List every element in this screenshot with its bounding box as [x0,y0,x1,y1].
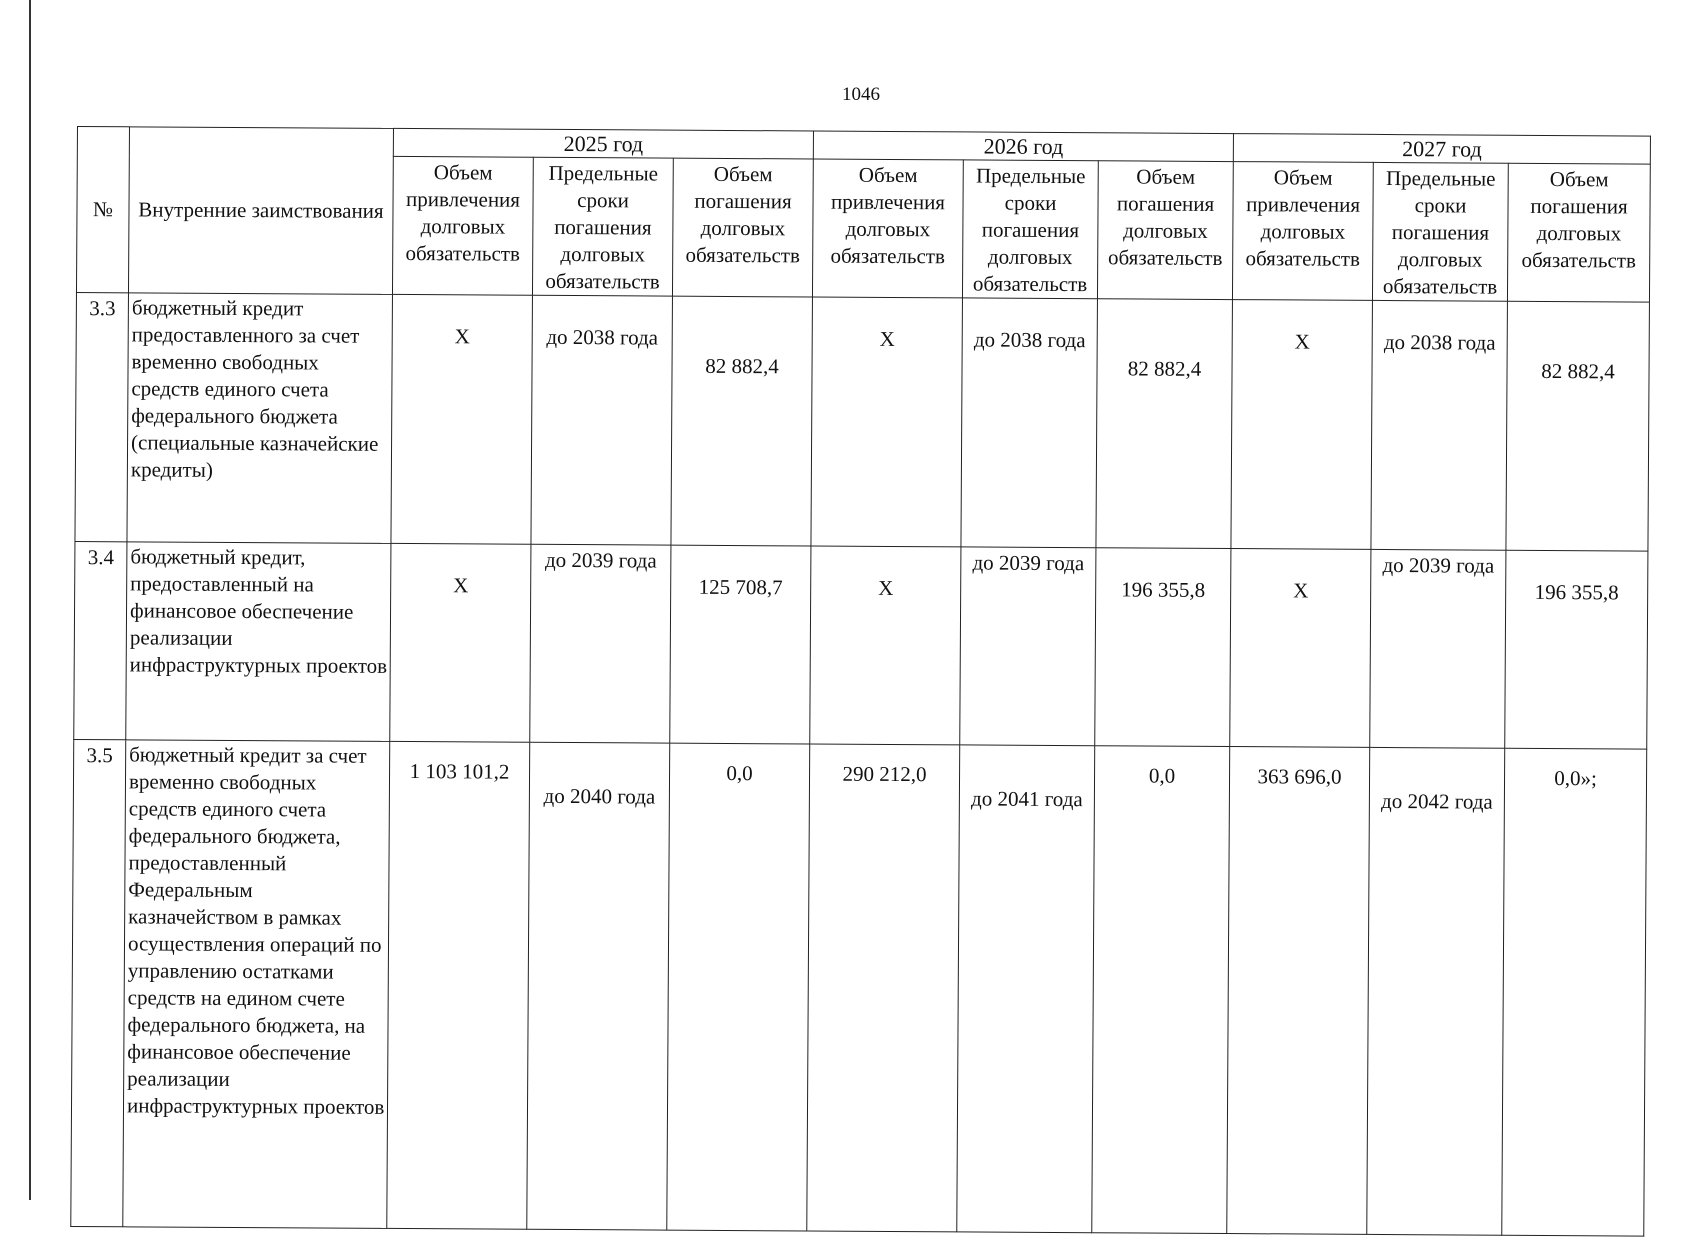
cell-2027-volume-raised: 363 696,0 [1227,747,1370,1235]
cell-2027-volume-repaid: 196 355,8 [1505,550,1648,749]
header-number: № [76,127,129,293]
header-2026-volume-repaid: Объем погашения долговых обязательств [1097,161,1233,300]
cell-2026-volume-raised: X [811,297,963,547]
cell-2026-repayment-terms: до 2039 года [960,547,1096,746]
header-2025-repayment-terms: Предельные сроки погашения долговых обязательств [532,157,673,296]
cell-2026-volume-repaid: 82 882,4 [1096,299,1233,549]
row-name: бюджетный кредит предоставленного за счет временно свободных средств единого счета федерального бюджета (специальные казначейские кредиты) [127,293,393,544]
cell-2025-volume-repaid: 125 708,7 [670,545,811,744]
header-2027-volume-repaid: Объем погашения долговых обязательств [1507,163,1650,302]
borrowings-table [70,126,1651,1237]
cell-2026-volume-raised: X [810,546,961,745]
header-2025-volume-raised: Объем привлечения долговых обязательств [392,156,533,295]
cell-2027-volume-raised: X [1231,300,1373,550]
cell-2026-volume-repaid: 0,0 [1092,746,1230,1234]
header-2025-volume-repaid: Объем погашения долговых обязательств [672,158,813,297]
table-row [71,739,1647,1236]
cell-2025-repayment-terms: до 2038 года [531,295,673,545]
header-2027-repayment-terms: Предельные сроки погашения долговых обязательств [1372,162,1508,301]
cell-2025-repayment-terms: до 2039 года [530,544,671,743]
header-year-2027: 2027 год [1233,134,1650,165]
cell-2025-repayment-terms: до 2040 года [527,742,670,1230]
cell-2027-repayment-terms: до 2042 года [1367,747,1505,1235]
row-name: бюджетный кредит за счет временно свободных средств единого счета федерального бюджета, предоставленный Федеральным казначейством в рамках осуществления операций по управлению остатками средств на едином счете федерального бюджета, на финансовое обеспечение реализации инфраструктурных проектов [123,740,390,1229]
row-number: 3.3 [75,292,129,541]
cell-2026-volume-raised: 290 212,0 [807,744,960,1232]
cell-2026-repayment-terms: до 2041 года [957,745,1095,1233]
scan-edge-line [29,0,31,1200]
header-year-2025: 2025 год [393,128,813,159]
header-2027-volume-raised: Объем привлечения долговых обязательств [1232,162,1373,301]
cell-2026-repayment-terms: до 2038 года [961,298,1098,548]
row-name: бюджетный кредит, предоставленный на финансовое обеспечение реализации инфраструктурных проектов [126,542,391,742]
header-name: Внутренние заимствования [128,127,393,295]
cell-2025-volume-repaid: 82 882,4 [671,296,813,546]
cell-2026-volume-repaid: 196 355,8 [1095,548,1231,747]
header-2026-volume-raised: Объем привлечения долговых обязательств [812,159,963,298]
cell-2025-volume-raised: X [390,543,531,742]
row-number: 3.4 [74,541,127,739]
header-2026-repayment-terms: Предельные сроки погашения долговых обязательств [962,160,1098,299]
header-year-2026: 2026 год [813,131,1233,162]
cell-2027-volume-raised: X [1230,549,1371,748]
table-row [74,541,1648,749]
cell-2027-volume-repaid: 82 882,4 [1506,301,1650,551]
table-row [75,292,1650,551]
row-number: 3.5 [71,739,126,1226]
cell-2027-repayment-terms: до 2038 года [1371,300,1508,550]
cell-2025-volume-raised: X [391,294,533,544]
page-number: 1046 [842,84,880,105]
cell-2027-repayment-terms: до 2039 года [1370,549,1506,748]
cell-2027-volume-repaid: 0,0»; [1502,748,1647,1236]
cell-2025-volume-repaid: 0,0 [667,743,810,1231]
cell-2025-volume-raised: 1 103 101,2 [387,741,530,1229]
